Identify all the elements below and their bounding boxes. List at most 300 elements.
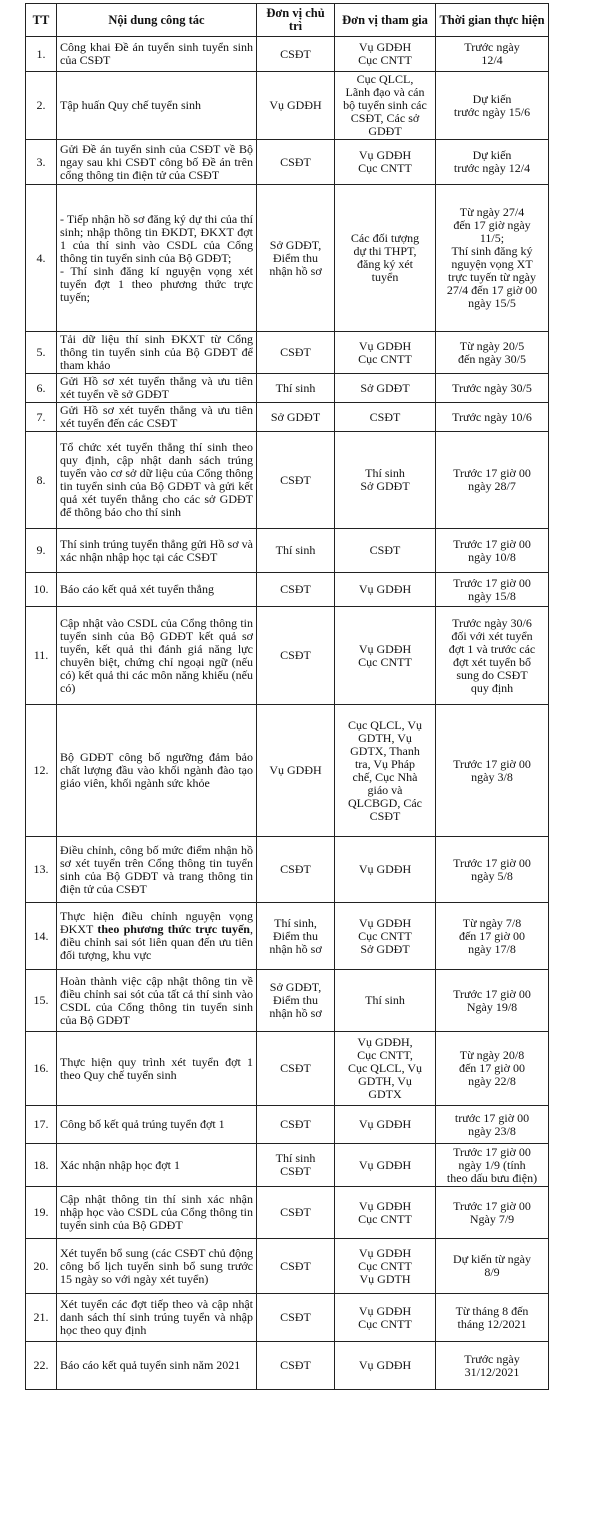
cell-chu-tri (257, 185, 335, 332)
cell-line: CSĐT (369, 409, 401, 424)
cell-tt: 20. (26, 1239, 57, 1294)
cell-line: Báo cáo kết quả xét tuyển thẳng (60, 582, 214, 596)
cell-line: ngày 15/8 (468, 588, 516, 603)
cell-noi-dung (57, 573, 257, 607)
cell-noi-dung (57, 374, 257, 403)
cell-line: Cục QLCL, Vụ (347, 1061, 423, 1075)
cell-line: Thí sinh (275, 1151, 316, 1165)
cell-line: Công khai Đề án tuyển sinh tuyển sinh của CSĐT (60, 40, 253, 67)
cell-line: trước ngày 15/6 (453, 104, 531, 119)
cell-line: Trước 17 giờ 00 (453, 986, 531, 1001)
cell-chu-tri (257, 403, 335, 432)
cell-line: trước 17 giờ 00 (454, 1110, 530, 1125)
cell-line: Trước 17 giờ 00 (453, 466, 531, 480)
cell-tham-gia (335, 374, 436, 403)
table-row (26, 1294, 549, 1342)
cell-line: ngày 5/8 (471, 868, 513, 883)
table-body (26, 37, 549, 1390)
cell-line: đăng ký xét (357, 257, 413, 271)
cell-line: CSĐT (280, 1310, 311, 1324)
cell-tham-gia (335, 903, 436, 970)
cell-line: Vụ GDĐH (358, 1245, 412, 1260)
cell-line: đến 17 giờ ngày (453, 218, 531, 232)
header-chu-tri: Đơn vị chủ trì (257, 4, 335, 37)
cell-line: QLCBGD, Các (348, 795, 422, 810)
cell-line: Vụ GDTH (359, 1271, 411, 1286)
cell-noi-dung (57, 1187, 257, 1239)
cell-line: ngày 10/8 (468, 549, 516, 564)
cell-line: 31/12/2021 (464, 1364, 520, 1379)
cell-chu-tri (257, 837, 335, 903)
cell-line: Trước 17 giờ 00 (453, 855, 531, 870)
cell-line: Thí sinh (365, 993, 405, 1007)
cell-line: Điểm thu (273, 250, 318, 265)
cell-line: Vụ GDĐH (358, 1303, 412, 1318)
cell-noi-dung (57, 970, 257, 1032)
table-row (26, 332, 549, 374)
cell-noi-dung (57, 432, 257, 529)
cell-tt: 14. (26, 903, 57, 970)
table-row (26, 607, 549, 705)
cell-chu-tri (257, 607, 335, 705)
cell-thoi-gian (436, 1144, 549, 1187)
cell-line: Xác nhận nhập học đợt 1 (60, 1157, 180, 1172)
cell-tham-gia (335, 185, 436, 332)
cell-chu-tri (257, 332, 335, 374)
cell-line: 11/5; (479, 231, 505, 245)
cell-line: nhận hồ sơ (269, 1006, 322, 1020)
cell-line: Cập nhật vào CSDL của Cổng thông tin tuyển sinh của Bộ GDĐT kết quả sơ tuyển, kết quả thi đánh giá năng lực chuyên biệt, chứng chỉ ngoại ngữ (nếu có) kết quả thi các môn năng khiếu (nếu có) (60, 615, 253, 695)
cell-thoi-gian (436, 529, 549, 573)
cell-tham-gia (335, 1187, 436, 1239)
cell-line: CSĐT (280, 1164, 311, 1178)
cell-line: đến 17 giờ 00 (458, 928, 525, 943)
table-row (26, 970, 549, 1032)
cell-noi-dung (57, 403, 257, 432)
cell-line: bộ tuyển sinh các (343, 98, 427, 112)
cell-line: Gửi Đề án tuyển sinh của CSĐT về Bộ ngay sau khi CSĐT công bố Đề án trên cổng thông tin điện tử của CSĐT (60, 141, 253, 182)
cell-line: Bộ GDĐT công bố ngưỡng đảm bảo chất lượng đầu vào khối ngành đào tạo giáo viên, khối ngành sức khỏe (60, 750, 253, 790)
table-row (26, 1106, 549, 1144)
cell-noi-dung (57, 332, 257, 374)
cell-line: Thí sinh (365, 466, 405, 480)
cell-line: Trước ngày 30/6 (452, 615, 532, 630)
cell-thoi-gian (436, 607, 549, 705)
cell-line: Cục CNTT (358, 928, 412, 943)
cell-line: Vụ GDĐH (269, 763, 322, 777)
cell-line: ngày 17/8 (468, 941, 516, 956)
cell-line: ngày 22/8 (468, 1074, 516, 1088)
cell-line: Vụ GDĐH (358, 1198, 412, 1213)
cell-thoi-gian (436, 837, 549, 903)
cell-thoi-gian (436, 1106, 549, 1144)
cell-thoi-gian (436, 1294, 549, 1342)
cell-line: Lãnh đạo và cán (345, 85, 425, 99)
table-row (26, 185, 549, 332)
cell-line: Dự kiến (472, 91, 512, 106)
cell-tt: 1. (26, 37, 57, 72)
cell-tham-gia (335, 432, 436, 529)
cell-line: nhận hồ sơ (269, 941, 322, 956)
cell-line: trước ngày 12/4 (453, 161, 531, 175)
cell-line: Sở GDĐT (270, 409, 321, 424)
cell-line: Trước ngày 10/6 (452, 409, 532, 424)
table-row (26, 140, 549, 185)
header-tham-gia: Đơn vị tham gia (335, 4, 436, 37)
cell-line: GDTH, Vụ (358, 1074, 412, 1088)
cell-line: ngày 3/8 (471, 769, 513, 784)
cell-chu-tri (257, 1106, 335, 1144)
cell-line: Vụ GDĐH (358, 338, 412, 353)
cell-line: Trước ngày 30/5 (452, 380, 532, 395)
cell-tt: 2. (26, 72, 57, 140)
cell-line: Vụ GDĐH (358, 582, 412, 596)
cell-line: Hoàn thành việc cập nhật thông tin về điều chỉnh sai sót của tất cả thí sinh vào CSDL của Cổng thông tin tuyển sinh của Bộ GDĐT (60, 973, 253, 1027)
cell-line: Từ ngày 7/8 (462, 915, 522, 930)
cell-line: Sở GDĐT, (269, 237, 322, 252)
cell-line: Trước 17 giờ 00 (453, 575, 531, 590)
cell-noi-dung (57, 1294, 257, 1342)
cell-line: Vụ GDĐH (358, 1117, 412, 1131)
cell-line: đến ngày 30/5 (458, 351, 526, 366)
cell-line: Từ ngày 20/8 (459, 1048, 525, 1062)
cell-tham-gia (335, 403, 436, 432)
table-row (26, 1032, 549, 1106)
cell-tham-gia (335, 837, 436, 903)
cell-tt: 5. (26, 332, 57, 374)
table-row (26, 72, 549, 140)
cell-line: Thí sinh trúng tuyển thẳng gửi Hồ sơ và xác nhận nhập học tại các CSĐT (60, 536, 253, 564)
cell-line: Vụ GDĐH (269, 98, 322, 112)
cell-noi-dung (57, 837, 257, 903)
text-bold: theo phương thức trực tuyến (97, 922, 250, 936)
cell-chu-tri (257, 529, 335, 573)
cell-line: Dự kiến từ ngày (453, 1252, 531, 1266)
cell-line: CSĐT (280, 582, 311, 596)
cell-chu-tri (257, 140, 335, 185)
table-row (26, 374, 549, 403)
cell-thoi-gian (436, 1239, 549, 1294)
table-row (26, 529, 549, 573)
cell-noi-dung (57, 903, 257, 970)
cell-line: nhận hồ sơ (269, 263, 322, 278)
cell-line: Trước 17 giờ 00 (453, 536, 531, 551)
cell-line: tháng 12/2021 (457, 1316, 527, 1331)
cell-line: Trước 17 giờ 00 (453, 1144, 531, 1159)
cell-line: 27/4 đến 17 giờ 00 (446, 283, 538, 297)
cell-noi-dung (57, 1106, 257, 1144)
cell-line: ngày 1/9 (tính (458, 1157, 526, 1172)
cell-line (60, 910, 253, 962)
cell-tt: 16. (26, 1032, 57, 1106)
cell-line: CSĐT (369, 543, 401, 557)
cell-tt: 22. (26, 1342, 57, 1390)
cell-thoi-gian (436, 432, 549, 529)
cell-tt: 7. (26, 403, 57, 432)
cell-line: - Thí sinh đăng kí nguyện vọng xét tuyển đợt 1 theo phương thức trực tuyến; (60, 263, 253, 304)
cell-tham-gia (335, 72, 436, 140)
cell-line: Báo cáo kết quả tuyển sinh năm 2021 (60, 1358, 241, 1372)
cell-line: CSĐT (280, 1061, 311, 1075)
cell-tham-gia (335, 970, 436, 1032)
cell-line: CSĐT (280, 46, 311, 61)
table-row (26, 432, 549, 529)
cell-line: Sở GDĐT (360, 941, 410, 956)
cell-line: Dự kiến (472, 148, 512, 162)
cell-tt: 15. (26, 970, 57, 1032)
cell-line: Cục CNTT (358, 161, 412, 175)
cell-thoi-gian (436, 573, 549, 607)
cell-line: Thí sinh, (274, 915, 317, 930)
cell-line: Vụ GDĐH, (357, 1035, 413, 1049)
cell-line: Từ ngày 20/5 (459, 338, 525, 353)
cell-line: GDTX, Thanh (350, 743, 420, 758)
cell-line: Gửi Hồ sơ xét tuyển thẳng và ưu tiên xét tuyển đến các CSĐT (60, 403, 253, 430)
cell-chu-tri (257, 1144, 335, 1187)
cell-line: ngày 15/5 (468, 296, 516, 310)
table-row (26, 1342, 549, 1390)
cell-line: CSĐT (280, 862, 311, 876)
cell-line: Sở GDĐT, (269, 980, 322, 994)
cell-line: Ngày 7/9 (469, 1211, 515, 1226)
cell-thoi-gian (436, 72, 549, 140)
cell-tham-gia (335, 37, 436, 72)
cell-thoi-gian (436, 403, 549, 432)
cell-thoi-gian (436, 140, 549, 185)
cell-thoi-gian (436, 332, 549, 374)
table-row (26, 903, 549, 970)
cell-line: Trước ngày (464, 40, 520, 54)
cell-line: Cục CNTT (358, 53, 412, 67)
cell-line: Điểm thu (273, 928, 318, 943)
cell-tham-gia (335, 607, 436, 705)
cell-chu-tri (257, 1239, 335, 1294)
cell-tham-gia (335, 705, 436, 837)
cell-line: Cục QLCL, Vụ (347, 717, 423, 732)
cell-line: Điều chỉnh, công bố mức điểm nhận hồ sơ xét tuyển trên Cổng thông tin tuyển sinh của Bộ GDĐT và trang thông tin điện tử của CSĐT (60, 842, 253, 896)
cell-line: Vụ GDĐH (358, 641, 412, 656)
cell-thoi-gian (436, 705, 549, 837)
cell-line: Cục CNTT (358, 1258, 412, 1273)
cell-chu-tri (257, 374, 335, 403)
cell-line: Vụ GDĐH (358, 1358, 412, 1372)
cell-tt: 10. (26, 573, 57, 607)
cell-line: Xét tuyển bổ sung (các CSĐT chủ động công bố lịch tuyển sinh bổ sung trước 15 ngày so với ngày xét tuyển) (60, 1245, 253, 1286)
cell-line: Vụ GDĐH (358, 1157, 412, 1172)
table-row (26, 1187, 549, 1239)
table-row (26, 1239, 549, 1294)
cell-line: nguyện vọng XT (451, 257, 533, 271)
cell-line: Gửi Hồ sơ xét tuyển thẳng và ưu tiên xét tuyển về sở GDĐT (60, 374, 253, 401)
cell-line: đợt 1 và trước các (448, 641, 536, 656)
cell-tt: 8. (26, 432, 57, 529)
cell-line: Cục CNTT (358, 1211, 412, 1226)
cell-line: CSĐT (280, 154, 311, 169)
cell-tham-gia (335, 1106, 436, 1144)
cell-line: trực tuyến từ ngày (448, 270, 536, 284)
cell-line: CSĐT, Các sở (350, 111, 420, 125)
header-tt: TT (26, 4, 57, 37)
cell-chu-tri (257, 1342, 335, 1390)
cell-line: Vụ GDĐH (358, 148, 412, 162)
cell-thoi-gian (436, 970, 549, 1032)
cell-line: Từ tháng 8 đến (455, 1303, 529, 1318)
cell-tt: 6. (26, 374, 57, 403)
header-noi-dung: Nội dung công tác (57, 4, 257, 37)
cell-line: Các đối tượng (350, 231, 420, 245)
cell-tt: 12. (26, 705, 57, 837)
cell-line: Trước 17 giờ 00 (453, 1198, 531, 1213)
cell-line: CSĐT (369, 808, 401, 823)
cell-thoi-gian (436, 903, 549, 970)
cell-line: chế, Cục Nhà (352, 769, 418, 784)
cell-line: CSĐT (280, 1205, 311, 1219)
cell-line: Trước 17 giờ 00 (453, 756, 531, 771)
cell-line: ngày 23/8 (468, 1123, 516, 1138)
table-row (26, 837, 549, 903)
cell-tham-gia (335, 1032, 436, 1106)
cell-line: giáo và (367, 782, 403, 797)
cell-tt: 13. (26, 837, 57, 903)
cell-noi-dung (57, 37, 257, 72)
cell-tham-gia (335, 1294, 436, 1342)
cell-tt: 18. (26, 1144, 57, 1187)
cell-line: CSĐT (280, 648, 311, 662)
cell-tt: 19. (26, 1187, 57, 1239)
cell-line: ngày 28/7 (468, 479, 516, 493)
cell-line: Tập huấn Quy chế tuyển sinh (60, 98, 201, 112)
cell-line: CSĐT (280, 1358, 311, 1372)
cell-thoi-gian (436, 374, 549, 403)
cell-line: Trước ngày (464, 1351, 520, 1366)
cell-line: tra, Vụ Pháp (354, 756, 416, 771)
cell-noi-dung (57, 140, 257, 185)
cell-chu-tri (257, 705, 335, 837)
cell-line: sung do CSĐT (456, 667, 528, 682)
cell-tt: 4. (26, 185, 57, 332)
cell-line: Vụ GDĐH (358, 40, 412, 54)
table-row (26, 1144, 549, 1187)
cell-line: - Tiếp nhận hồ sơ đăng ký dự thi của thí sinh; nhập thông tin ĐKDT, ĐKXT đợt 1 của thí sinh vào CSDL của Cổng thông tin tuyển sinh của Bộ GDĐT; (60, 211, 253, 265)
cell-line: Vụ GDĐH (358, 862, 412, 876)
cell-line: Cập nhật thông tin thí sinh xác nhận nhập học vào CSDL của Cổng thông tin tuyển sinh của Bộ GDĐT (60, 1192, 253, 1232)
cell-line: Sở GDĐT (360, 479, 410, 493)
cell-line: theo dấu bưu điện) (446, 1170, 538, 1185)
cell-line: Tải dữ liệu thí sinh ĐKXT từ Cổng thông tin tuyển sinh của Bộ GDĐT để tham khảo (60, 332, 253, 372)
cell-chu-tri (257, 970, 335, 1032)
cell-line: Ngày 19/8 (466, 999, 518, 1014)
table-row (26, 573, 549, 607)
cell-thoi-gian (436, 185, 549, 332)
cell-noi-dung (57, 607, 257, 705)
schedule-table (25, 3, 549, 1390)
header-row (26, 4, 549, 37)
cell-noi-dung (57, 529, 257, 573)
cell-tham-gia (335, 1144, 436, 1187)
cell-line: 12/4 (481, 53, 503, 67)
cell-tham-gia (335, 573, 436, 607)
cell-line: CSĐT (280, 1258, 311, 1273)
cell-noi-dung (57, 1342, 257, 1390)
cell-line: GDĐT (368, 124, 402, 138)
cell-line: dự thi THPT, (353, 244, 417, 258)
cell-chu-tri (257, 1294, 335, 1342)
cell-noi-dung (57, 72, 257, 140)
cell-line: Điểm thu (273, 993, 318, 1007)
cell-chu-tri (257, 72, 335, 140)
cell-tt: 21. (26, 1294, 57, 1342)
cell-line: GDTX (368, 1087, 402, 1101)
cell-tham-gia (335, 1239, 436, 1294)
cell-noi-dung (57, 705, 257, 837)
cell-tt: 3. (26, 140, 57, 185)
cell-line: CSĐT (280, 1117, 311, 1131)
cell-line: đối với xét tuyển (451, 628, 533, 643)
cell-chu-tri (257, 1032, 335, 1106)
cell-tham-gia (335, 529, 436, 573)
cell-line: Xét tuyển các đợt tiếp theo và cập nhật danh sách thí sinh trúng tuyển và nhập học theo quy định (60, 1297, 253, 1337)
cell-line: đến 17 giờ 00 (458, 1061, 525, 1075)
cell-line: Thí sinh (275, 380, 316, 395)
cell-line: đợt xét tuyển bổ (453, 654, 531, 669)
cell-tham-gia (335, 140, 436, 185)
cell-noi-dung (57, 1032, 257, 1106)
cell-line: Thí sinh đăng ký (451, 244, 533, 258)
cell-line: Thực hiện quy trình xét tuyển đợt 1 theo Quy chế tuyển sinh (60, 1054, 253, 1082)
cell-line: GDTH, Vụ (358, 730, 412, 745)
table-row (26, 403, 549, 432)
cell-chu-tri (257, 903, 335, 970)
cell-line: quy định (470, 680, 514, 695)
cell-chu-tri (257, 573, 335, 607)
cell-noi-dung (57, 185, 257, 332)
cell-chu-tri (257, 1187, 335, 1239)
text-normal: Thực hiện điều chỉnh nguyện vọng ĐKXT (60, 909, 253, 936)
cell-line: CSĐT (280, 472, 311, 487)
cell-noi-dung (57, 1144, 257, 1187)
table-row (26, 705, 549, 837)
text-normal: , điều chỉnh sai sót liên quan đến ưu tiên đối tượng, khu vực (60, 922, 253, 962)
cell-line: Cục QLCL, (356, 72, 414, 86)
cell-tt: 9. (26, 529, 57, 573)
cell-tham-gia (335, 332, 436, 374)
cell-thoi-gian (436, 1342, 549, 1390)
cell-line: Sở GDĐT (360, 380, 410, 395)
header-thoi-gian: Thời gian thực hiện (436, 4, 549, 37)
cell-thoi-gian (436, 37, 549, 72)
cell-line: 8/9 (484, 1265, 500, 1279)
cell-tt: 17. (26, 1106, 57, 1144)
cell-line: tuyển (371, 270, 399, 284)
cell-line: Cục CNTT (358, 351, 412, 366)
cell-line: Thí sinh (275, 543, 316, 557)
table-row (26, 37, 549, 72)
cell-noi-dung (57, 1239, 257, 1294)
cell-tt: 11. (26, 607, 57, 705)
cell-line: Cục CNTT (358, 1316, 412, 1331)
cell-tham-gia (335, 1342, 436, 1390)
cell-chu-tri (257, 432, 335, 529)
cell-line: Cục CNTT (358, 654, 412, 669)
cell-line: Từ ngày 27/4 (459, 205, 525, 219)
cell-line: Tổ chức xét tuyển thẳng thí sinh theo quy định, cập nhật danh sách trúng tuyển vào cơ sở dữ liệu của Cổng thông tin tuyển sinh của Bộ GDĐT và gửi kết quả xét tuyển thẳng cho các sở GDĐT để thông báo cho thí sinh (60, 440, 253, 519)
cell-thoi-gian (436, 1187, 549, 1239)
cell-chu-tri (257, 37, 335, 72)
cell-thoi-gian (436, 1032, 549, 1106)
cell-line: CSĐT (280, 345, 311, 359)
cell-line: Công bố kết quả trúng tuyển đợt 1 (60, 1117, 225, 1131)
cell-line: Vụ GDĐH (358, 915, 412, 930)
